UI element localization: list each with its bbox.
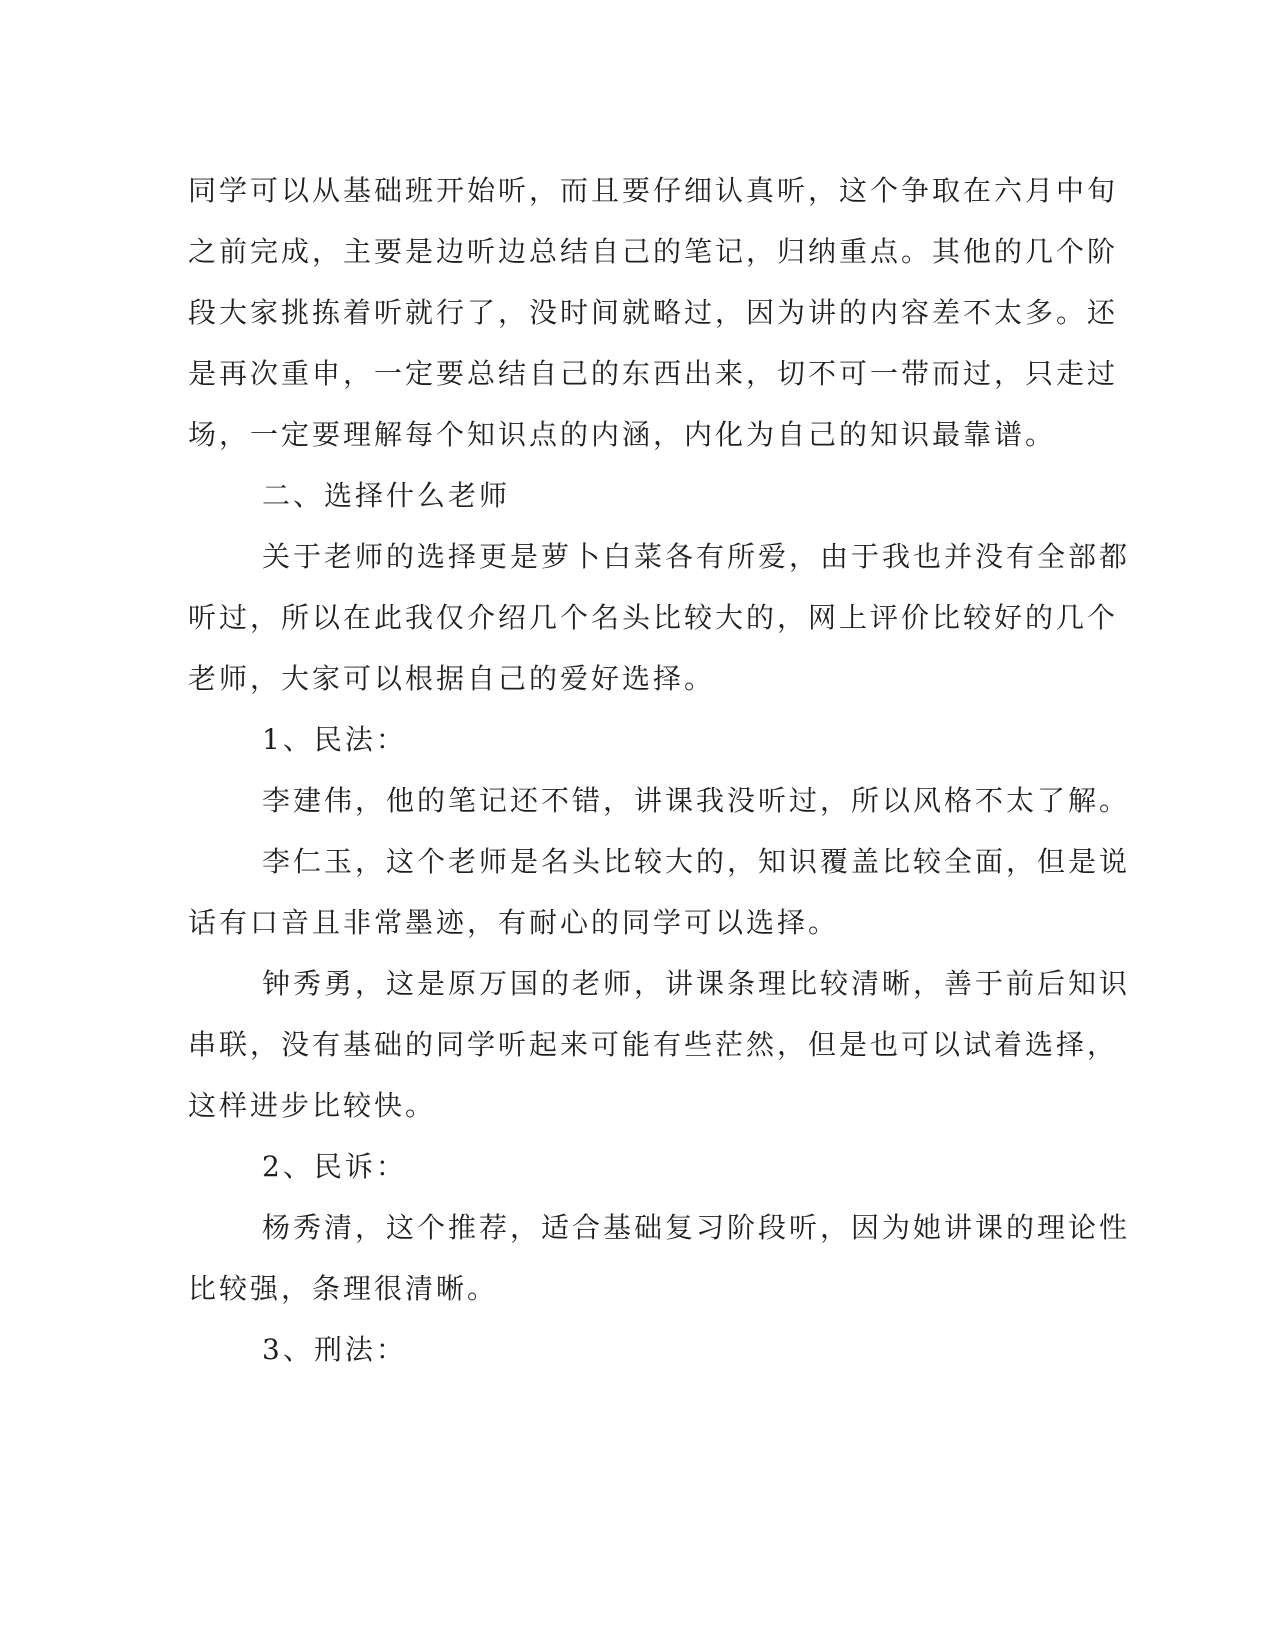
paragraph-line: 李仁玉，这个老师是名头比较大的，知识覆盖比较全面，但是说 — [262, 845, 1131, 878]
paragraph-line: 之前完成，主要是边听边总结自己的笔记，归纳重点。其他的几个阶 — [188, 235, 1119, 268]
paragraph-line: 段大家挑拣着听就行了，没时间就略过，因为讲的内容差不太多。还 — [188, 296, 1119, 329]
paragraph-line: 关于老师的选择更是萝卜白菜各有所爱，由于我也并没有全部都 — [262, 540, 1131, 573]
subsection-heading: 1、民法： — [262, 723, 407, 756]
document-body — [188, 160, 1131, 1380]
paragraph-line: 串联，没有基础的同学听起来可能有些茫然，但是也可以试着选择， — [188, 1028, 1119, 1061]
paragraph-line: 老师，大家可以根据自己的爱好选择。 — [188, 662, 716, 695]
section-heading: 二、选择什么老师 — [262, 479, 511, 512]
paragraph-line: 比较强，条理很清晰。 — [188, 1272, 499, 1305]
paragraph-line: 是再次重申，一定要总结自己的东西出来，切不可一带而过，只走过 — [188, 357, 1119, 390]
paragraph-line: 同学可以从基础班开始听，而且要仔细认真听，这个争取在六月中旬 — [188, 174, 1119, 207]
paragraph-line: 场，一定要理解每个知识点的内涵，内化为自己的知识最靠谱。 — [188, 418, 1057, 451]
paragraph-line: 杨秀清，这个推荐，适合基础复习阶段听，因为她讲课的理论性 — [262, 1211, 1131, 1244]
paragraph-line: 李建伟，他的笔记还不错，讲课我没听过，所以风格不太了解。 — [262, 784, 1131, 817]
subsection-heading: 2、民诉： — [262, 1150, 407, 1183]
subsection-heading: 3、刑法： — [262, 1333, 407, 1366]
paragraph-line: 话有口音且非常墨迹，有耐心的同学可以选择。 — [188, 906, 840, 939]
paragraph-line: 钟秀勇，这是原万国的老师，讲课条理比较清晰，善于前后知识 — [262, 967, 1131, 1000]
paragraph-line: 听过，所以在此我仅介绍几个名头比较大的，网上评价比较好的几个 — [188, 601, 1119, 634]
paragraph-line: 这样进步比较快。 — [188, 1089, 437, 1122]
